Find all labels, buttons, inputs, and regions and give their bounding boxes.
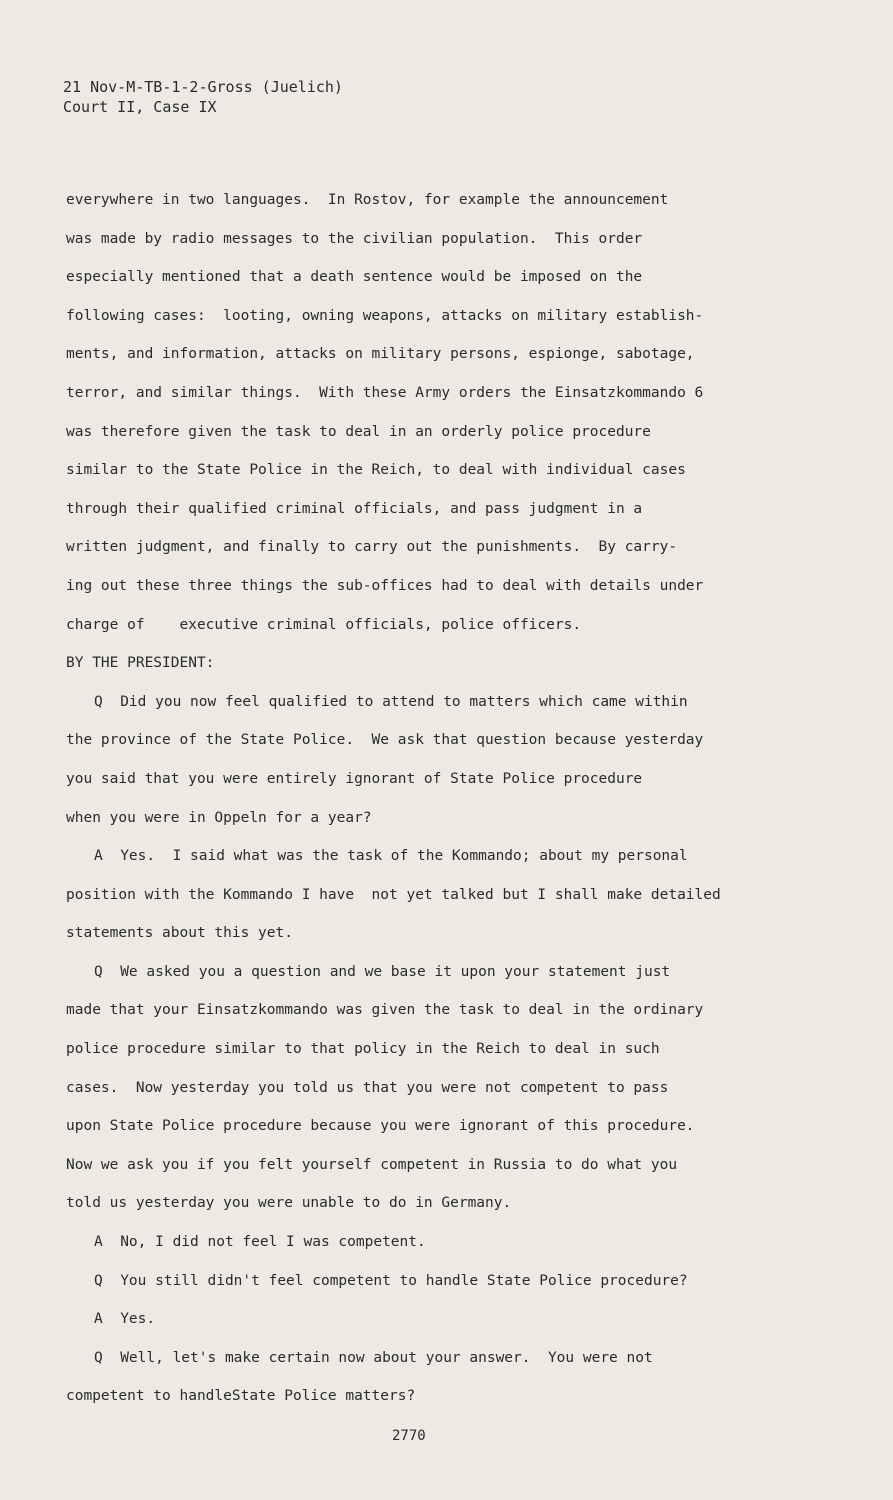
transcript-line: charge of executive criminal officials, police officers.	[66, 616, 582, 633]
answer-line: A Yes. I said what was the task of the Kommando; about my personal	[94, 848, 688, 865]
page-number: 2770	[392, 1428, 426, 1444]
transcript-line: similar to the State Police in the Reich, to deal with individual cases	[66, 462, 686, 479]
transcript-line: position with the Kommando I have not yet talked but I shall make detailed	[66, 886, 721, 903]
transcript-line: told us yesterday you were unable to do in Germany.	[66, 1195, 512, 1212]
transcript-line: statements about this yet.	[66, 925, 293, 942]
transcript-line: competent to handleState Police matters?	[66, 1388, 416, 1405]
transcript-line: following cases: looting, owning weapons, attacks on military establish-	[66, 307, 704, 324]
transcript-line: the province of the State Police. We ask that question because yesterday	[66, 732, 704, 749]
transcript-line: ments, and information, attacks on military persons, espionge, sabotage,	[66, 346, 695, 363]
transcript-line: you said that you were entirely ignorant of State Police procedure	[66, 770, 643, 787]
transcript-body	[66, 186, 806, 1421]
speaker-heading: BY THE PRESIDENT:	[66, 655, 215, 672]
document-header	[63, 77, 343, 117]
transcript-line: everywhere in two languages. In Rostov, for example the announcement	[66, 192, 669, 208]
transcript-line: made that your Einsatzkommando was given the task to deal in the ordinary	[66, 1002, 704, 1019]
transcript-line: especially mentioned that a death sentence would be imposed on the	[66, 269, 643, 286]
transcript-line: was made by radio messages to the civilian population. This order	[66, 230, 643, 247]
transcript-line: Now we ask you if you felt yourself competent in Russia to do what you	[66, 1156, 678, 1173]
transcript-line: cases. Now yesterday you told us that you were not competent to pass	[66, 1079, 669, 1096]
transcript-line: when you were in Oppeln for a year?	[66, 809, 372, 826]
transcript-line: was therefore given the task to deal in an orderly police procedure	[66, 423, 651, 440]
header-reference: 21 Nov-M-TB-1-2-Gross (Juelich)	[63, 78, 343, 96]
answer-line: A No, I did not feel I was competent.	[94, 1234, 426, 1251]
question-line: Q You still didn't feel competent to handle State Police procedure?	[94, 1272, 688, 1289]
transcript-line: ing out these three things the sub-offices had to deal with details under	[66, 577, 704, 594]
question-line: Q We asked you a question and we base it upon your statement just	[94, 963, 671, 980]
transcript-line: police procedure similar to that policy in the Reich to deal in such	[66, 1041, 660, 1058]
transcript-line: upon State Police procedure because you were ignorant of this procedure.	[66, 1118, 695, 1135]
transcript-line: terror, and similar things. With these Army orders the Einsatzkommando 6	[66, 384, 704, 401]
question-line: Q Did you now feel qualified to attend to matters which came within	[94, 693, 688, 710]
header-court: Court II, Case IX	[63, 98, 217, 116]
answer-line: A Yes.	[94, 1311, 156, 1328]
transcript-line: written judgment, and finally to carry out the punishments. By carry-	[66, 539, 678, 556]
transcript-line: through their qualified criminal officials, and pass judgment in a	[66, 500, 643, 517]
question-line: Q Well, let's make certain now about your answer. You were not	[94, 1349, 653, 1366]
